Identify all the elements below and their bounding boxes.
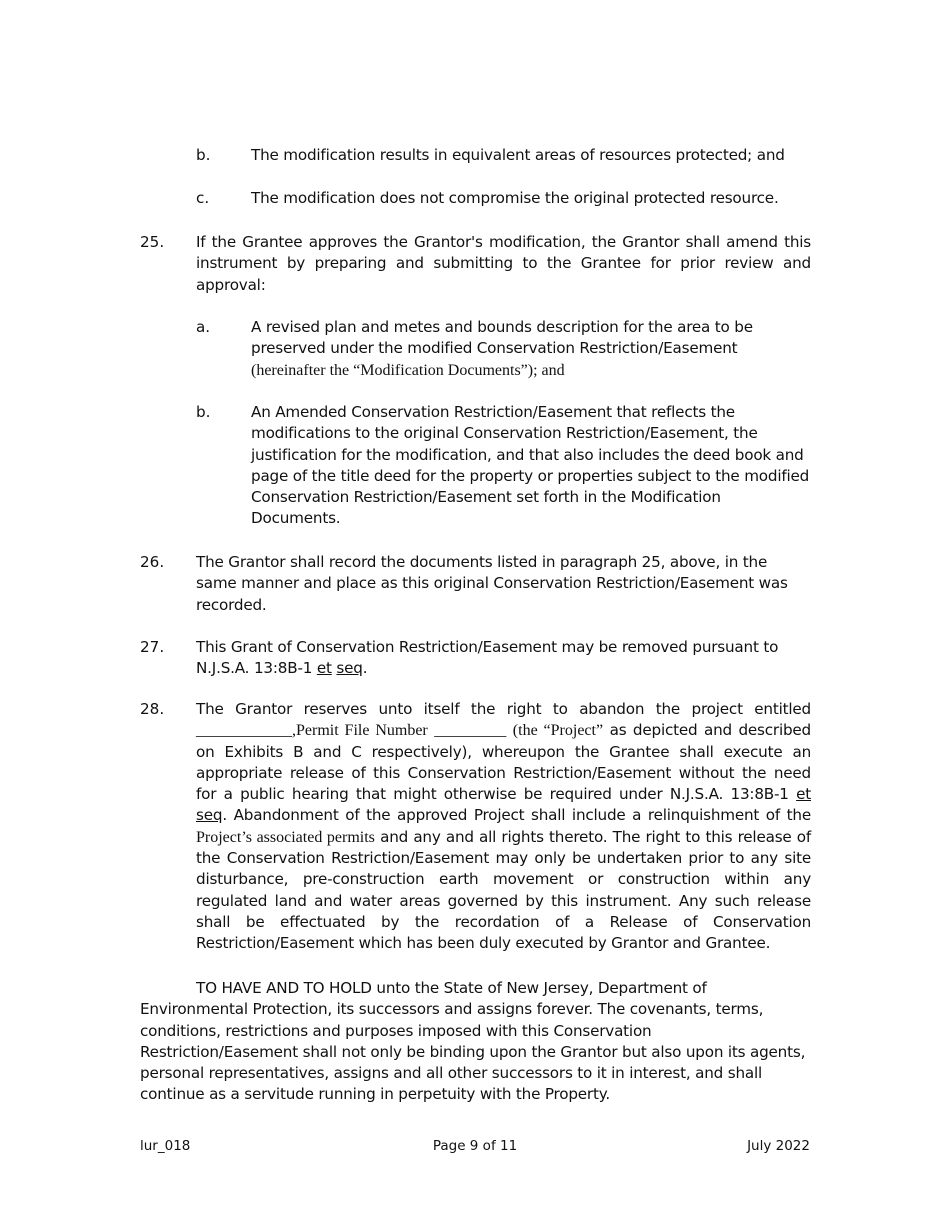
- paragraph-27-text: [196, 637, 811, 680]
- list-item-a-text: [251, 317, 756, 381]
- list-label-a: a.: [196, 318, 211, 336]
- paragraph-28-after-seq: . Abandonment of the approved Project shall include a relinquishment of the: [222, 806, 811, 825]
- list-label-b: b.: [196, 146, 211, 164]
- list-item-c-text: The modification does not compromise the original protected resource.: [251, 189, 779, 207]
- et-underlined-2: et: [796, 785, 811, 804]
- seq-underlined: seq: [336, 659, 363, 678]
- paragraph-number-27: 27.: [140, 638, 165, 656]
- footer-left: lur_018: [140, 1138, 191, 1154]
- paragraph-number-25: 25.: [140, 233, 165, 251]
- permit-blank: _________: [434, 722, 507, 740]
- paragraph-27-main: This Grant of Conservation Restriction/Easement may be removed pursuant to N.J.S.A. 13:8B-1: [196, 638, 779, 678]
- list-item-b2-text: An Amended Conservation Restriction/Easement that reflects the modifications to the original Conservation Restriction/Easement, the justification for the modification, and that also includes the deed book and page of the title deed for the property or properties subject to the modified Conservation Restriction/Easement set forth in the Modification Documents.: [251, 403, 810, 528]
- list-item-b-text: The modification results in equivalent areas of resources protected; and: [251, 146, 785, 164]
- paragraph-number-28: 28.: [140, 700, 165, 718]
- footer-page-number: Page 9 of 11: [432, 1138, 518, 1154]
- list-item-a-main: A revised plan and metes and bounds description for the area to be preserved under the modified Conservation Restriction/Easement: [251, 318, 753, 358]
- project-permits-serif: Project’s associated permits: [196, 828, 375, 846]
- paragraph-28-rest: and any and all rights thereto. The right to this release of the Conservation Restriction/Easement may only be undertaken prior to any site disturbance, pre-construction earth movement or construction within any regulated land and water areas governed by this instrument. Any such release shall be effectuated by the recordation of a Release of Conservation Restriction/Easement which has been duly executed by Grantor and Grantee.: [196, 827, 812, 953]
- permit-file-number-label: ,Permit File Number: [292, 722, 428, 740]
- project-blank: ____________: [196, 722, 292, 740]
- paragraph-28-line1: The Grantor reserves unto itself the right to abandon the project entitled: [196, 700, 811, 718]
- habendum-paragraph: [140, 978, 812, 1106]
- footer-date: July 2022: [747, 1138, 810, 1154]
- paragraph-25-text: If the Grantee approves the Grantor's modification, the Grantor shall amend this instrument by preparing and submitting to the Grantee for prior review and approval:: [196, 233, 811, 294]
- list-label-c: c.: [196, 189, 210, 207]
- seq-underlined-2: seq: [196, 806, 223, 825]
- paragraph-28-after-project: as depicted and described on Exhibits B and C respectively), whereupon the Grantee shall execute an appropriate release of this Conservation Restriction/Easement without the need for a public hearing that might otherwise be required under N.J.S.A. 13:8B-1: [196, 721, 812, 804]
- paragraph-27-end: .: [362, 659, 368, 678]
- list-item-a-serif: (hereinafter the “Modification Documents”); and: [251, 361, 565, 379]
- paragraph-number-26: 26.: [140, 553, 165, 571]
- list-label-b2: b.: [196, 403, 211, 421]
- the-project-label: (the “Project”: [512, 722, 604, 740]
- et-underlined: et: [316, 659, 332, 678]
- paragraph-28-text: [196, 699, 811, 955]
- paragraph-26-text: The Grantor shall record the documents listed in paragraph 25, above, in the same manner and place as this original Conservation Restriction/Easement was recorded.: [196, 553, 788, 614]
- habendum-text: unto the State of New Jersey, Department of Environmental Protection, its successors and assigns forever. The covenants, terms, conditions, restrictions and purposes imposed with this Conservation Restriction/Easement shall not only be binding upon the Grantor but also upon its agents, personal representatives, assigns and all other successors to it in interest, and shall continue as a servitude running in perpetuity with the Property.: [140, 979, 806, 1104]
- habendum-caps: TO HAVE AND TO HOLD: [196, 979, 372, 997]
